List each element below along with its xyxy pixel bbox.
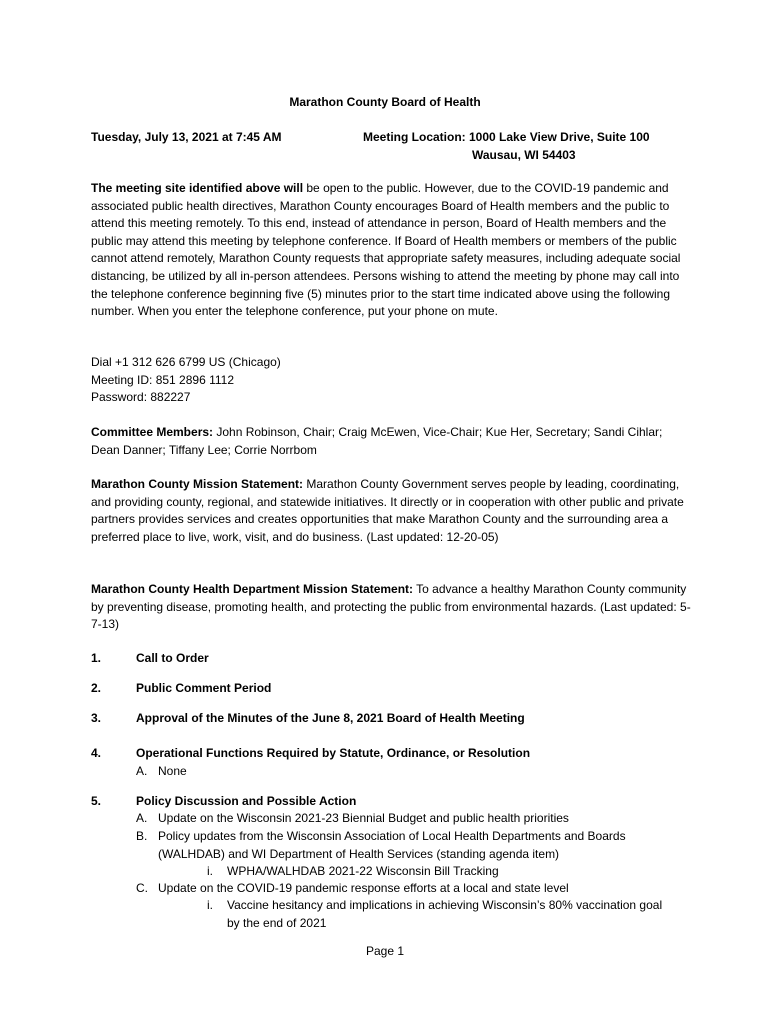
sub-marker: A. bbox=[136, 764, 148, 778]
committee-label: Committee Members: bbox=[91, 425, 214, 439]
sub-marker: C. bbox=[136, 881, 148, 895]
health-mission-statement bbox=[91, 581, 691, 634]
page-number: Page 1 bbox=[365, 944, 405, 958]
meeting-location-city: Wausau, WI 54403 bbox=[472, 148, 576, 162]
agenda-number: 1. bbox=[91, 651, 102, 665]
agenda-title: Call to Order bbox=[136, 651, 209, 665]
health-mission-label: Marathon County Health Department Mission Statement: bbox=[91, 582, 414, 596]
agenda-title: Operational Functions Required by Statute, Ordinance, or Resolution bbox=[136, 746, 531, 760]
agenda-title: Public Comment Period bbox=[136, 681, 272, 695]
agenda-title: Policy Discussion and Possible Action bbox=[136, 794, 357, 808]
agenda-title: Approval of the Minutes of the June 8, 2021 Board of Health Meeting bbox=[136, 711, 525, 725]
meeting-location: Meeting Location: 1000 Lake View Drive, Suite 100 bbox=[363, 130, 650, 144]
mission-label: Marathon County Mission Statement: bbox=[91, 477, 304, 491]
mission-text: Marathon County Government serves people by leading, coordinating, and providing county, regional, and statewide initiatives. It directly or in cooperation with other public and private partners provides services and creates opportunities that make Marathon County and the surrounding area a preferred place to live, work, visit, and do business. (Last updated: 12-20-05) bbox=[91, 477, 684, 544]
intro-bold-lead: The meeting site identified above will bbox=[91, 181, 304, 195]
intro-paragraph bbox=[91, 180, 691, 321]
committee-members bbox=[91, 424, 691, 459]
health-mission-text: To advance a healthy Marathon County community by preventing disease, promoting health, and protecting the public from environmental hazards. (Last updated: 5-7-13) bbox=[91, 582, 691, 632]
committee-text: John Robinson, Chair; Craig McEwen, Vice-Chair; Kue Her, Secretary; Sandi Cihlar; Dean Danner; Tiffany Lee; Corrie Norrbom bbox=[91, 425, 663, 457]
sub-text: None bbox=[158, 764, 187, 778]
page-title: Marathon County Board of Health bbox=[289, 95, 481, 109]
sub-text: Update on the Wisconsin 2021-23 Biennial Budget and public health priorities bbox=[158, 811, 569, 825]
meeting-id: Meeting ID: 851 2896 1112 bbox=[91, 372, 234, 387]
sub-marker: B. bbox=[136, 829, 148, 843]
meeting-date: Tuesday, July 13, 2021 at 7:45 AM bbox=[91, 130, 282, 144]
county-mission-statement bbox=[91, 476, 691, 546]
agenda-number: 4. bbox=[91, 746, 102, 760]
sub-marker: A. bbox=[136, 811, 148, 825]
sub-text: Update on the COVID-19 pandemic response efforts at a local and state level bbox=[158, 881, 569, 895]
sub-marker: i. bbox=[207, 864, 213, 878]
sub-text: WPHA/WALHDAB 2021-22 Wisconsin Bill Tracking bbox=[227, 864, 499, 878]
intro-text: be open to the public. However, due to the COVID-19 pandemic and associated public health directives, Marathon County encourages Board of Health members and the public to attend this meeting remotely. To this end, instead of attendance in person, Board of Health members and the public may attend this meeting by telephone conference. If Board of Health members or members of the public cannot attend remotely, Marathon County requests that appropriate safety measures, including adequate social distancing, be utilized by all in-person attendees. Persons wishing to attend the meeting by phone may call into the telephone conference beginning five (5) minutes prior to the start time indicated above using the following number. When you enter the telephone conference, put your phone on mute. bbox=[91, 181, 681, 319]
sub-text: Policy updates from the Wisconsin Association of Local Health Departments and Boards (WALHDAB) and WI Department of Health Services (standing agenda item) bbox=[158, 829, 626, 861]
agenda-number: 3. bbox=[91, 711, 102, 725]
meeting-password: Password: 882227 bbox=[91, 390, 191, 405]
sub-text: Vaccine hesitancy and implications in achieving Wisconsin’s 80% vaccination goal by the end of 2021 bbox=[227, 898, 663, 930]
agenda-number: 2. bbox=[91, 681, 102, 695]
agenda-number: 5. bbox=[91, 794, 102, 808]
dial-phone: Dial +1 312 626 6799 US (Chicago) bbox=[91, 355, 281, 369]
sub-marker: i. bbox=[207, 898, 213, 912]
dial-in-info bbox=[91, 354, 691, 407]
